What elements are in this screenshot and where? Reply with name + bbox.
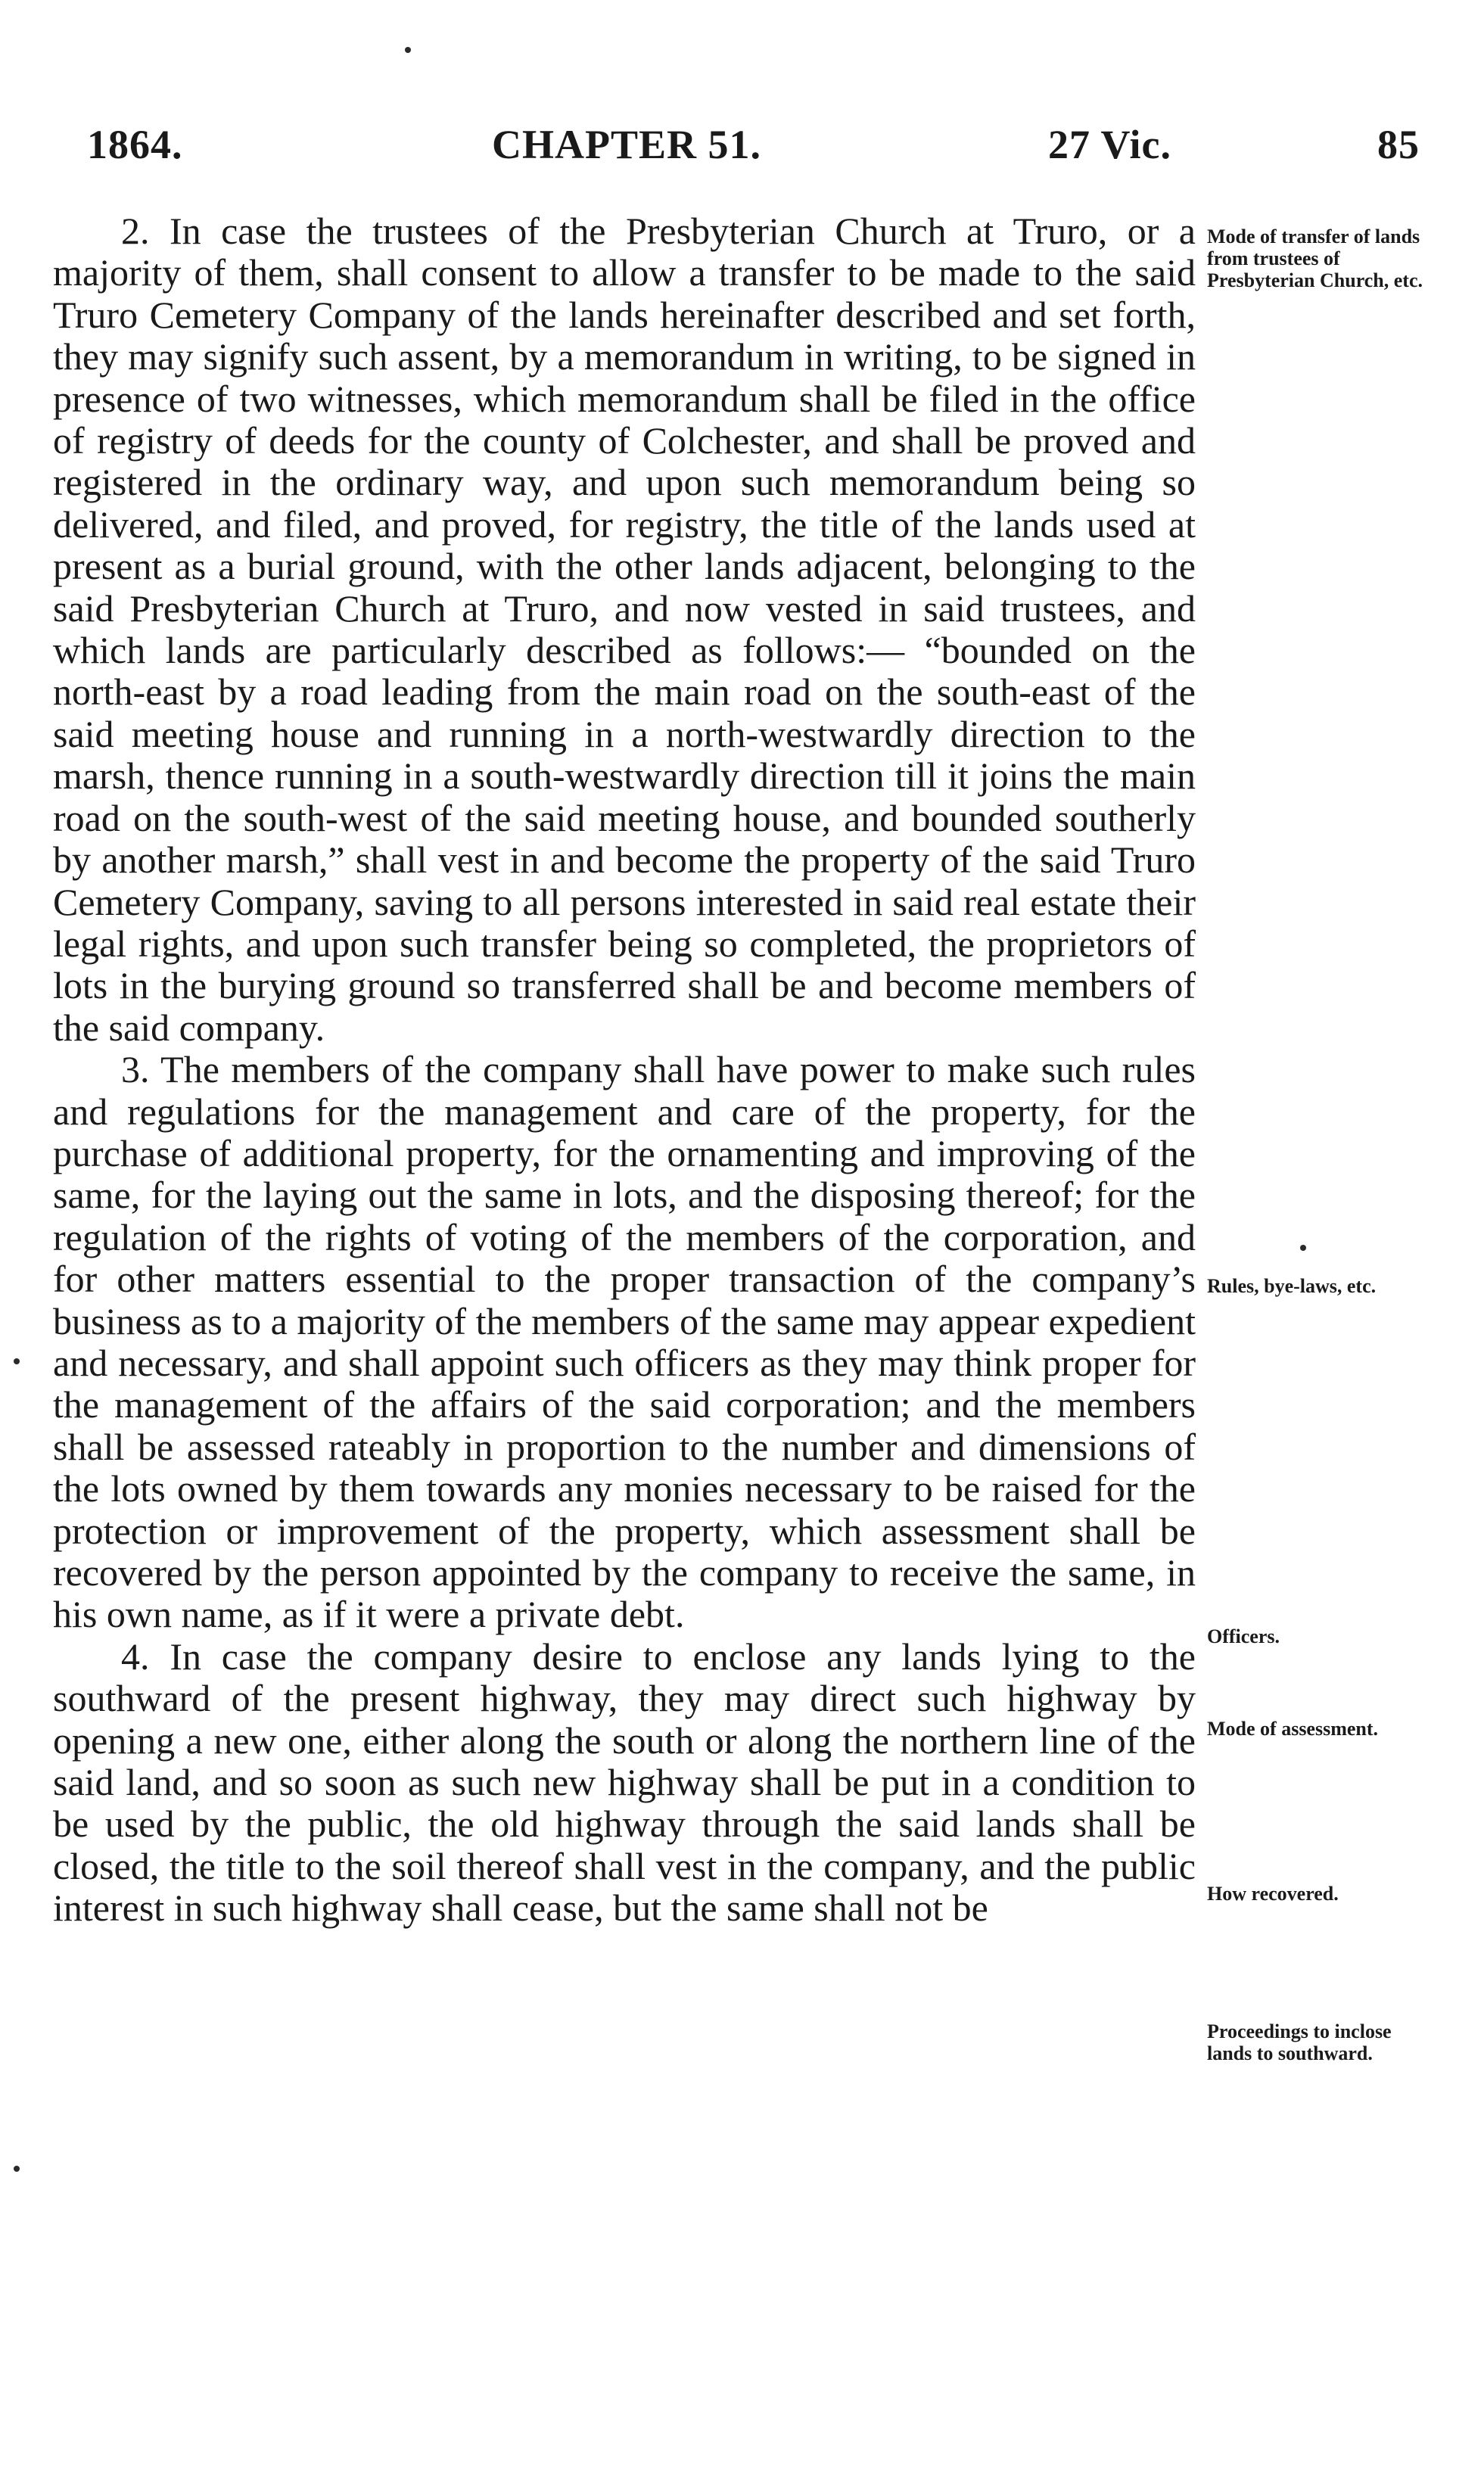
margin-note-assessment: Mode of assessment. [1207, 1718, 1379, 1740]
header-regnal-year: 27 Vic. [1048, 122, 1171, 167]
section-2: 2. In case the trustees of the Presbyterian Church at Truro, or a majority of them, shall consent to allow a transfer to be made to the said Truro Cemetery Company of the lands hereinafter described and set forth, they may signify such assent, by a memorandum in writing, to be signed in presence of two witnesses, which memorandum shall be filed in the office of registry of deeds for the county of Colchester, and shall be proved and registered in the ordinary way, and upon such memorandum being so delivered, and filed, and proved, for registry, the title of the lands used at present as a burial ground, with the other lands adjacent, belonging to the said Presbyterian Church at Truro, and now vested in said trustees, and which lands are particularly described as follows:— “bounded on the north-east by a road leading from the main road on the south-east of the said meeting house and running in a north-westwardly direction to the marsh, thence running in a south-westwardly direction till it joins the main road on the south-west of the said meeting house, and bounded southerly by another marsh,” shall vest in and become the property of the said Truro Cemetery Company, saving to all persons interested in said real estate their legal rights, and upon such transfer being so completed, the proprietors of lots in the burying ground so transferred shall be and become members of the said company. [53, 210, 1196, 1049]
margin-note-rules: Rules, bye-laws, etc. [1207, 1275, 1377, 1297]
section-4: 4. In case the company desire to enclose any lands lying to the southward of the present highway, they may direct such highway by opening a new one, either along the south or along the northern line of the said land, and so soon as such new highway shall be put in a condition to be used by the public, the old highway through the said lands shall be closed, the title to the soil thereof shall vest in the company, and the public interest in such highway shall cease, but the same shall not be [53, 1635, 1196, 1930]
section-3: 3. The members of the company shall have power to make such rules and regulations for the management and care of the property, for the purchase of additional property, for the ornamenting and improving of the same, for the laying out the same in lots, and the disposing thereof; for the regulation of the rights of voting of the members of the corporation, and for other matters essential to the proper transaction of the company’s business as to a majority of the members of the same may appear expedient and necessary, and shall appoint such officers as they may think proper for the management of the affairs of the said corporation; and the members shall be assessed rateably in proportion to the number and dimensions of the lots owned by them towards any monies necessary to be raised for the protection or improvement of the property, which assessment shall be recovered by the person appointed by the company to receive the same, in his own name, as if it were a private debt. [53, 1048, 1196, 1636]
print-speck [405, 47, 411, 53]
header-chapter: CHAPTER 51. [492, 122, 762, 167]
margin-note-inclose: Proceedings to inclose lands to southward. [1207, 2020, 1392, 2064]
statute-text [53, 210, 1196, 1930]
margin-note-officers: Officers. [1207, 1625, 1280, 1647]
print-speck [1300, 1245, 1306, 1251]
print-speck [14, 2166, 20, 2172]
page-number: 85 [1377, 122, 1420, 167]
print-speck [14, 1358, 20, 1364]
header-year: 1864. [87, 122, 183, 167]
margin-note-transfer: Mode of transfer of lands from trustees of Presbyterian Church, etc. [1207, 226, 1423, 291]
margin-note-recovered: How recovered. [1207, 1883, 1339, 1905]
